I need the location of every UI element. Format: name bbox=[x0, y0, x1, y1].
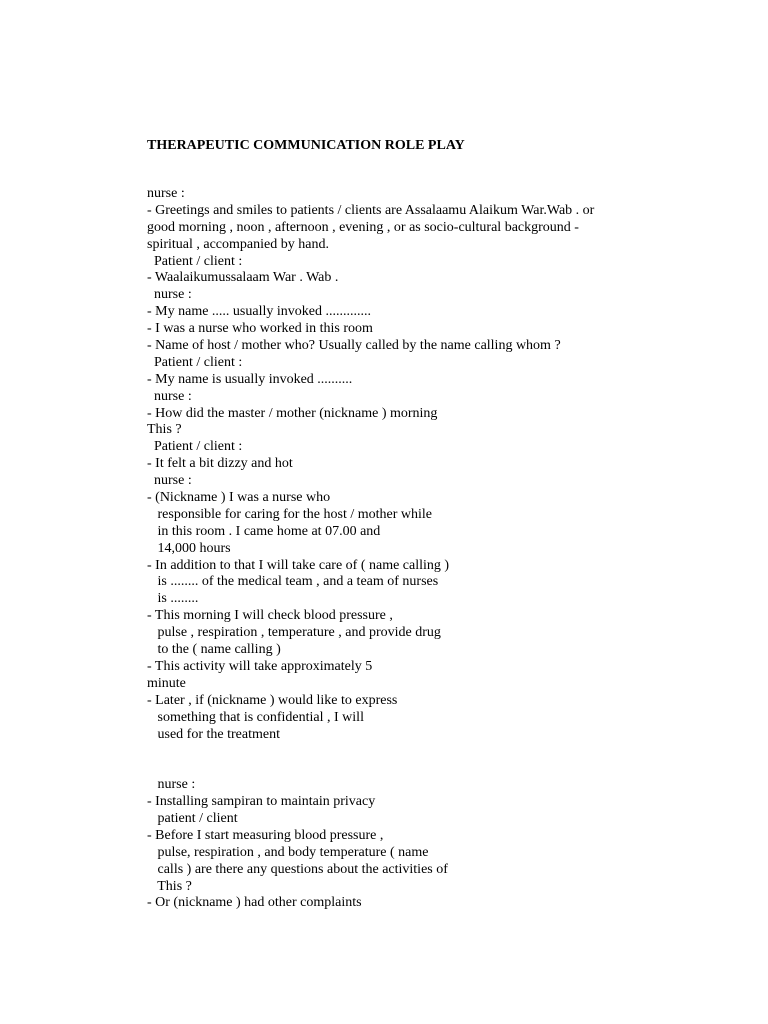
role-play-script bbox=[147, 186, 637, 912]
document-title: THERAPEUTIC COMMUNICATION ROLE PLAY bbox=[147, 138, 465, 153]
script-line: - Before I start measuring blood pressure , bbox=[147, 827, 384, 843]
script-line: This ? bbox=[147, 422, 182, 438]
script-line: nurse : bbox=[147, 473, 192, 489]
script-line: - Later , if (nickname ) would like to express bbox=[147, 692, 398, 708]
script-line: used for the treatment bbox=[147, 726, 280, 742]
section-gap bbox=[147, 743, 637, 777]
script-line: - My name is usually invoked .......... bbox=[147, 371, 353, 387]
script-line: in this room . I came home at 07.00 and bbox=[147, 523, 381, 539]
script-line: calls ) are there any questions about the activities of bbox=[147, 861, 448, 877]
script-line: pulse , respiration , temperature , and provide drug bbox=[147, 625, 441, 641]
script-line: - My name ..... usually invoked ............. bbox=[147, 304, 371, 320]
script-line: minute bbox=[147, 675, 186, 691]
script-line: Patient / client : bbox=[147, 354, 243, 370]
script-line: pulse, respiration , and body temperature ( name bbox=[147, 844, 429, 860]
script-line: Patient / client : bbox=[147, 253, 243, 269]
script-line: is ........ bbox=[147, 591, 199, 607]
script-line: - Name of host / mother who? Usually called by the name calling whom ? bbox=[147, 338, 561, 354]
script-line: - (Nickname ) I was a nurse who bbox=[147, 490, 331, 506]
script-line: to the ( name calling ) bbox=[147, 642, 281, 658]
script-line: responsible for caring for the host / mother while bbox=[147, 506, 432, 522]
script-line: - This activity will take approximately 5 bbox=[147, 658, 373, 674]
script-line: - It felt a bit dizzy and hot bbox=[147, 456, 293, 472]
script-line: - Waalaikumussalaam War . Wab . bbox=[147, 270, 339, 286]
script-line: nurse : bbox=[147, 777, 196, 793]
script-line: 14,000 hours bbox=[147, 540, 231, 556]
script-line: This ? bbox=[147, 878, 192, 894]
script-line: nurse : bbox=[147, 186, 185, 201]
script-line: nurse : bbox=[147, 287, 192, 303]
script-line: Patient / client : bbox=[147, 439, 243, 455]
script-line: nurse : bbox=[147, 388, 192, 404]
script-line: - How did the master / mother (nickname ) morning bbox=[147, 405, 438, 421]
script-line: - Installing sampiran to maintain privacy bbox=[147, 794, 376, 810]
script-line: is ........ of the medical team , and a team of nurses bbox=[147, 574, 439, 590]
script-line: - Or (nickname ) had other complaints bbox=[147, 895, 362, 911]
script-line: patient / client bbox=[147, 810, 238, 826]
script-line: something that is confidential , I will bbox=[147, 709, 364, 725]
script-line: - In addition to that I will take care of ( name calling ) bbox=[147, 557, 450, 573]
script-line: - I was a nurse who worked in this room bbox=[147, 321, 373, 337]
script-line: - This morning I will check blood pressure , bbox=[147, 608, 393, 624]
script-line: spiritual , accompanied by hand. bbox=[147, 236, 329, 252]
script-line: good morning , noon , afternoon , evening , or as socio-cultural background - bbox=[147, 219, 579, 235]
script-line: - Greetings and smiles to patients / clients are Assalaamu Alaikum War.Wab . or bbox=[147, 202, 595, 218]
